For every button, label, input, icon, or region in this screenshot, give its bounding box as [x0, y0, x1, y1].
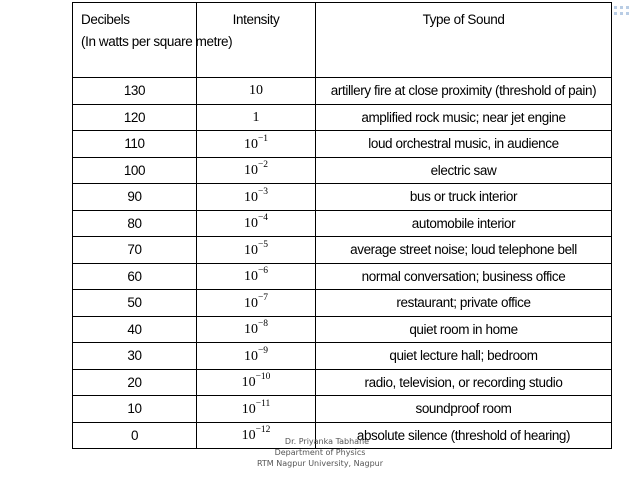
- intensity-cell: [197, 157, 316, 184]
- sound-type-cell: soundproof room: [316, 396, 612, 423]
- sound-type-cell: absolute silence (threshold of hearing): [316, 422, 612, 449]
- table-row: [73, 369, 612, 396]
- decibels-cell: 70: [73, 237, 197, 264]
- sound-type-cell: artillery fire at close proximity (threshold of pain): [316, 78, 612, 105]
- table-row: [73, 396, 612, 423]
- sound-type-cell: loud orchestral music, in audience: [316, 131, 612, 158]
- author-university: RTM Nagpur University, Nagpur: [256, 459, 384, 468]
- intensity-base: 10: [249, 83, 263, 99]
- intensity-exponent: −3: [257, 186, 269, 197]
- intensity-value: [249, 83, 263, 98]
- table-row: [73, 237, 612, 264]
- sound-type-cell: radio, television, or recording studio: [316, 369, 612, 396]
- intensity-value: [243, 133, 269, 152]
- table-row: [73, 157, 612, 184]
- intensity-base: 10: [243, 269, 258, 285]
- decibels-header-title: Decibels: [81, 12, 130, 27]
- intensity-base: 1: [252, 109, 260, 125]
- intensity-base: 10: [243, 136, 258, 152]
- intensity-value: [243, 319, 269, 338]
- decibels-cell: 10: [73, 396, 197, 423]
- sound-type-cell: restaurant; private office: [316, 290, 612, 317]
- intensity-base: 10: [243, 295, 258, 311]
- author-name: Dr. Priyanka Tabhane: [284, 437, 370, 446]
- intensity-base: 10: [241, 375, 256, 391]
- intensity-base: 10: [243, 242, 258, 258]
- decibels-header: [73, 3, 233, 78]
- sound-type-cell: bus or truck interior: [316, 184, 612, 211]
- intensity-base: 10: [243, 189, 258, 205]
- intensity-cell: [197, 369, 316, 396]
- decibels-cell: 100: [73, 157, 197, 184]
- sound-type-cell: electric saw: [316, 157, 612, 184]
- slide-corner-decoration: [614, 6, 634, 20]
- intensity-exponent: −6: [257, 266, 269, 277]
- decibels-cell: 90: [73, 184, 197, 211]
- intensity-base: 10: [241, 401, 256, 417]
- intensity-exponent: −4: [257, 213, 269, 224]
- sound-type-cell: quiet room in home: [316, 316, 612, 343]
- intensity-value: [243, 239, 269, 258]
- intensity-value: [243, 345, 269, 364]
- table-row: [73, 316, 612, 343]
- intensity-value: [243, 266, 269, 285]
- intensity-cell: [197, 396, 316, 423]
- intensity-value: [241, 398, 271, 417]
- type-of-sound-header: Type of Sound: [316, 3, 612, 78]
- intensity-exponent: −2: [257, 160, 269, 171]
- sound-type-cell: average street noise; loud telephone bell: [316, 237, 612, 264]
- intensity-cell: [197, 263, 316, 290]
- sound-type-cell: quiet lecture hall; bedroom: [316, 343, 612, 370]
- intensity-exponent: −7: [257, 292, 269, 303]
- intensity-cell: [197, 131, 316, 158]
- intensity-base: 10: [241, 428, 256, 444]
- intensity-exponent: −11: [255, 398, 271, 409]
- intensity-exponent: −10: [255, 372, 271, 383]
- table-row: [73, 78, 612, 105]
- table-row: [73, 104, 612, 131]
- table-body: [73, 78, 612, 449]
- intensity-exponent: −8: [257, 319, 269, 330]
- intensity-cell: [197, 210, 316, 237]
- intensity-base: 10: [243, 348, 258, 364]
- decibel-table: [72, 2, 612, 449]
- intensity-exponent: −12: [255, 425, 271, 436]
- table-row: [73, 184, 612, 211]
- decibels-cell: 80: [73, 210, 197, 237]
- intensity-exponent: −9: [257, 345, 269, 356]
- intensity-exponent: −1: [257, 133, 269, 144]
- intensity-cell: [197, 343, 316, 370]
- decibels-cell: 110: [73, 131, 197, 158]
- intensity-value: [243, 186, 269, 205]
- intensity-header: Intensity: [197, 3, 316, 78]
- table-header-row: [73, 3, 612, 78]
- intensity-cell: [197, 316, 316, 343]
- sound-type-cell: amplified rock music; near jet engine: [316, 104, 612, 131]
- table-row: [73, 210, 612, 237]
- decibels-cell: 20: [73, 369, 197, 396]
- table-row: [73, 263, 612, 290]
- sound-type-cell: normal conversation; business office: [316, 263, 612, 290]
- table-row: [73, 343, 612, 370]
- intensity-cell: [197, 104, 316, 131]
- author-credit: [250, 436, 390, 469]
- intensity-value: [243, 160, 269, 179]
- intensity-value: [243, 213, 269, 232]
- decibels-cell: 0: [73, 422, 197, 449]
- intensity-value: [243, 292, 269, 311]
- decibels-cell: 130: [73, 78, 197, 105]
- decibels-cell: 60: [73, 263, 197, 290]
- decibels-cell: 40: [73, 316, 197, 343]
- intensity-base: 10: [243, 216, 258, 232]
- intensity-cell: [197, 237, 316, 264]
- sound-type-cell: automobile interior: [316, 210, 612, 237]
- decibels-header-unit: (In watts per square metre): [81, 34, 233, 49]
- table-row: [73, 290, 612, 317]
- intensity-value: [241, 372, 271, 391]
- intensity-base: 10: [243, 322, 258, 338]
- intensity-value: [253, 110, 260, 125]
- decibels-cell: 30: [73, 343, 197, 370]
- intensity-cell: [197, 290, 316, 317]
- decibels-cell: 120: [73, 104, 197, 131]
- intensity-cell: [197, 184, 316, 211]
- table-row: [73, 131, 612, 158]
- decibels-cell: 50: [73, 290, 197, 317]
- intensity-exponent: −5: [257, 239, 269, 250]
- intensity-cell: [197, 78, 316, 105]
- intensity-base: 10: [243, 163, 258, 179]
- author-department: Department of Physics: [274, 448, 366, 457]
